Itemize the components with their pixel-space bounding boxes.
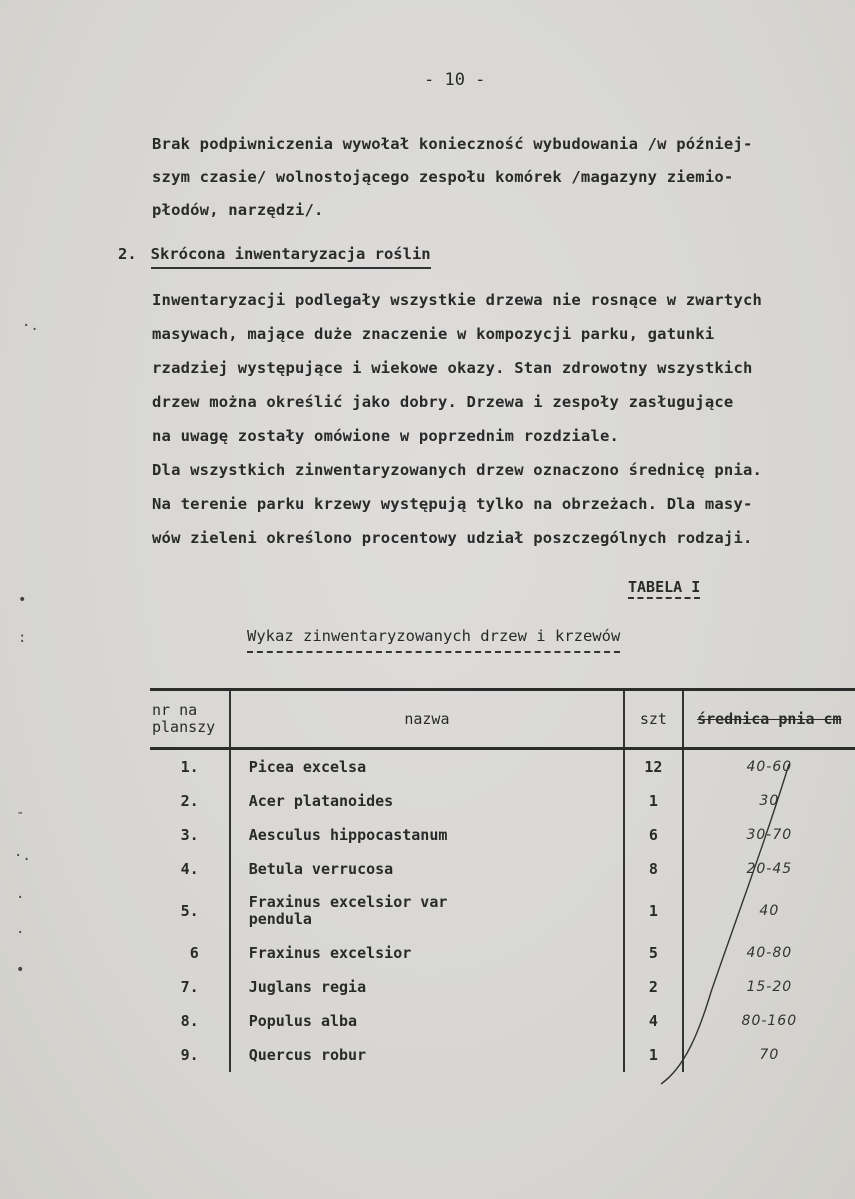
- intro-line: szym czasie/ wolnostojącego zespołu komórek /magazyny ziemio-: [152, 168, 734, 186]
- margin-mark: •: [18, 592, 27, 608]
- margin-mark: ·.: [14, 848, 31, 864]
- cell-diameter: 30-70: [746, 827, 793, 843]
- table-header-row: [150, 690, 855, 749]
- cell-qty: 12: [624, 749, 683, 785]
- cell-nr: 5.: [150, 886, 230, 936]
- cell-qty: 6: [624, 818, 683, 852]
- body-line: rzadziej występujące i wiekowe okazy. Stan zdrowotny wszystkich: [152, 359, 753, 377]
- cell-qty: 1: [624, 784, 683, 818]
- cell-name: Fraxinus excelsior: [230, 936, 624, 970]
- cell-qty: 1: [624, 1038, 683, 1072]
- cell-diameter: 15-20: [746, 979, 793, 995]
- cell-qty: 4: [624, 1004, 683, 1038]
- intro-paragraph: [152, 128, 753, 227]
- cell-name: Picea excelsa: [230, 749, 624, 785]
- body-line: Inwentaryzacji podlegały wszystkie drzewa nie rosnące w zwartych: [152, 291, 763, 309]
- cell-diameter: 40-80: [746, 945, 793, 961]
- body-line: Na terenie parku krzewy występują tylko na obrzeżach. Dla masy-: [152, 495, 753, 513]
- cell-nr: 6: [150, 936, 230, 970]
- header-diameter: średnica pnia cm: [683, 690, 855, 749]
- header-qty: szt: [624, 690, 683, 749]
- cell-qty: 2: [624, 970, 683, 1004]
- cell-diameter: 30: [759, 793, 780, 809]
- header-nr: nr na planszy: [150, 690, 230, 749]
- page-number: - 10 -: [424, 70, 486, 90]
- cell-name: Populus alba: [230, 1004, 624, 1038]
- cell-name: Aesculus hippocastanum: [230, 818, 624, 852]
- cell-diameter: 40-60: [746, 759, 793, 775]
- cell-name: Fraxinus excelsior var pendula: [230, 886, 624, 936]
- cell-diameter: 70: [759, 1047, 780, 1063]
- header-name: nazwa: [230, 690, 624, 749]
- handwritten-slash-mark: [655, 762, 795, 1092]
- cell-nr: 3.: [150, 818, 230, 852]
- cell-name: Quercus robur: [230, 1038, 624, 1072]
- cell-nr: 1.: [150, 749, 230, 785]
- cell-nr: 2.: [150, 784, 230, 818]
- cell-diameter: 80-160: [741, 1013, 798, 1029]
- margin-mark: ·.: [22, 318, 39, 334]
- body-line: wów zieleni określono procentowy udział poszczególnych rodzaji.: [152, 529, 753, 547]
- cell-nr: 4.: [150, 852, 230, 886]
- cell-nr: 9.: [150, 1038, 230, 1072]
- margin-mark: ·: [16, 890, 25, 906]
- cell-qty: 1: [624, 886, 683, 936]
- body-line: Dla wszystkich zinwentaryzowanych drzew oznaczono średnicę pnia.: [152, 461, 763, 479]
- body-line: na uwagę zostały omówione w poprzednim rozdziale.: [152, 427, 620, 445]
- section-title: Skrócona inwentaryzacja roślin: [151, 245, 431, 269]
- cell-diameter: 20-45: [746, 861, 793, 877]
- section-number: 2.: [118, 245, 137, 263]
- table-label: TABELA I: [628, 578, 700, 599]
- cell-name: Juglans regia: [230, 970, 624, 1004]
- section-heading: [118, 245, 431, 263]
- body-paragraph: [152, 283, 762, 555]
- margin-mark: -: [16, 805, 25, 821]
- cell-qty: 5: [624, 936, 683, 970]
- body-line: masywach, mające duże znaczenie w kompozycji parku, gatunki: [152, 325, 715, 343]
- intro-line: Brak podpiwniczenia wywołał konieczność wybudowania /w później-: [152, 135, 753, 153]
- cell-nr: 8.: [150, 1004, 230, 1038]
- margin-mark: ·: [16, 925, 25, 941]
- margin-mark: :: [18, 630, 27, 646]
- cell-diameter: 40: [759, 903, 780, 919]
- body-line: drzew można określić jako dobry. Drzewa i zespoły zasługujące: [152, 393, 734, 411]
- margin-mark: •: [16, 962, 25, 978]
- cell-qty: 8: [624, 852, 683, 886]
- cell-nr: 7.: [150, 970, 230, 1004]
- intro-line: płodów, narzędzi/.: [152, 201, 324, 219]
- cell-name: Acer platanoides: [230, 784, 624, 818]
- table-caption: Wykaz zinwentaryzowanych drzew i krzewów: [247, 627, 620, 653]
- cell-name: Betula verrucosa: [230, 852, 624, 886]
